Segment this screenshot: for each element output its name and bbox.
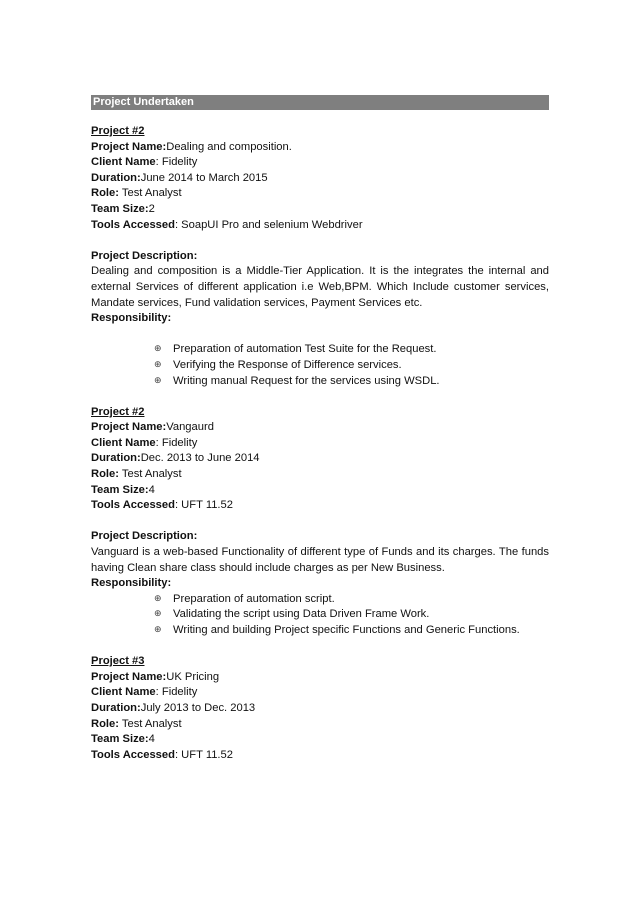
team-size-label: Team Size: (91, 483, 149, 496)
project-description: Dealing and composition is a Middle-Tier Application. It is the integrates the internal and external Services of different application i.e Web,BPM. Which Include customer services, Mandate services, Fund validation services, Payment Services etc. (91, 265, 549, 309)
tools-value: : SoapUI Pro and selenium Webdriver (174, 218, 363, 231)
project-heading: Project #3 (91, 655, 145, 668)
project-name-value: UK Pricing (166, 670, 220, 683)
responsibility-list (91, 342, 549, 389)
client-name-label: Client Name (91, 436, 156, 449)
role-value: Test Analyst (118, 717, 182, 730)
section-header-project-undertaken: Project Undertaken (91, 95, 549, 110)
list-item (154, 342, 549, 358)
description-heading: Project Description: (91, 249, 198, 262)
list-item-text: Verifying the Response of Difference services. (173, 358, 402, 371)
team-size-value: 4 (148, 733, 155, 746)
client-name-value: : Fidelity (155, 686, 198, 699)
client-name-value: : Fidelity (155, 436, 198, 449)
duration-row (91, 451, 549, 467)
project-block (91, 405, 549, 639)
responsibility-heading: Responsibility: (91, 312, 172, 325)
role-value: Test Analyst (118, 468, 182, 481)
description-heading: Project Description: (91, 530, 198, 543)
project-name-label: Project Name: (91, 140, 167, 153)
client-name-row (91, 155, 549, 171)
tools-label: Tools Accessed (91, 748, 175, 761)
team-size-label: Team Size: (91, 202, 149, 215)
project-name-value: Vangaurd (166, 421, 214, 434)
tools-value: : UFT 11.52 (174, 748, 233, 761)
project-name-row (91, 420, 549, 436)
responsibility-heading: Responsibility: (91, 577, 172, 590)
role-value: Test Analyst (118, 187, 182, 200)
team-size-row (91, 202, 549, 218)
list-item (154, 607, 549, 623)
duration-label: Duration: (91, 701, 141, 714)
project-heading: Project #2 (91, 405, 145, 418)
client-name-label: Client Name (91, 686, 156, 699)
project-description: Vanguard is a web-based Functionality of different type of Funds and its charges. The funds having Clean share class should include charges as per New Business. (91, 546, 549, 574)
client-name-row (91, 436, 549, 452)
role-label: Role: (91, 187, 119, 200)
duration-row (91, 171, 549, 187)
duration-label: Duration: (91, 452, 141, 465)
role-row (91, 467, 549, 483)
project-name-row (91, 140, 549, 156)
list-item-text: Validating the script using Data Driven Frame Work. (173, 608, 430, 621)
tools-label: Tools Accessed (91, 499, 175, 512)
team-size-value: 2 (148, 202, 155, 215)
client-name-row (91, 685, 549, 701)
list-item (154, 374, 549, 390)
role-row (91, 717, 549, 733)
cross-circle-bullet-icon: ⊕ (154, 344, 162, 355)
role-label: Role: (91, 468, 119, 481)
team-size-row (91, 483, 549, 499)
tools-row (91, 218, 549, 234)
tools-label: Tools Accessed (91, 218, 175, 231)
tools-row (91, 748, 549, 764)
tools-value: : UFT 11.52 (174, 499, 233, 512)
duration-row (91, 701, 549, 717)
cross-circle-bullet-icon: ⊕ (154, 625, 162, 635)
team-size-value: 4 (148, 483, 155, 496)
role-row (91, 186, 549, 202)
project-heading: Project #2 (91, 125, 145, 137)
project-block (91, 124, 549, 389)
list-item (154, 623, 549, 639)
resume-page (91, 95, 549, 763)
client-name-label: Client Name (91, 156, 156, 169)
duration-value: June 2014 to March 2015 (140, 171, 268, 184)
project-name-label: Project Name: (91, 421, 167, 434)
project-name-row (91, 670, 549, 686)
cross-circle-bullet-icon: ⊕ (154, 375, 162, 386)
cross-circle-bullet-icon: ⊕ (154, 359, 162, 370)
duration-value: July 2013 to Dec. 2013 (140, 701, 256, 714)
cross-circle-bullet-icon: ⊕ (154, 593, 162, 604)
list-item (154, 592, 549, 608)
project-name-value: Dealing and composition. (166, 140, 292, 153)
team-size-label: Team Size: (91, 733, 149, 746)
project-block (91, 654, 549, 763)
tools-row (91, 498, 549, 514)
list-item (154, 358, 549, 374)
cross-circle-bullet-icon: ⊕ (154, 609, 162, 620)
responsibility-list (91, 592, 549, 639)
list-item-text: Writing and building Project specific Functions and Generic Functions. (173, 624, 520, 636)
duration-label: Duration: (91, 171, 141, 184)
list-item-text: Preparation of automation script. (173, 592, 335, 605)
project-name-label: Project Name: (91, 670, 167, 683)
list-item-text: Preparation of automation Test Suite for the Request. (173, 343, 437, 356)
list-item-text: Writing manual Request for the services using WSDL. (173, 374, 440, 387)
duration-value: Dec. 2013 to June 2014 (140, 452, 260, 465)
team-size-row (91, 732, 549, 748)
role-label: Role: (91, 717, 119, 730)
client-name-value: : Fidelity (155, 156, 198, 169)
